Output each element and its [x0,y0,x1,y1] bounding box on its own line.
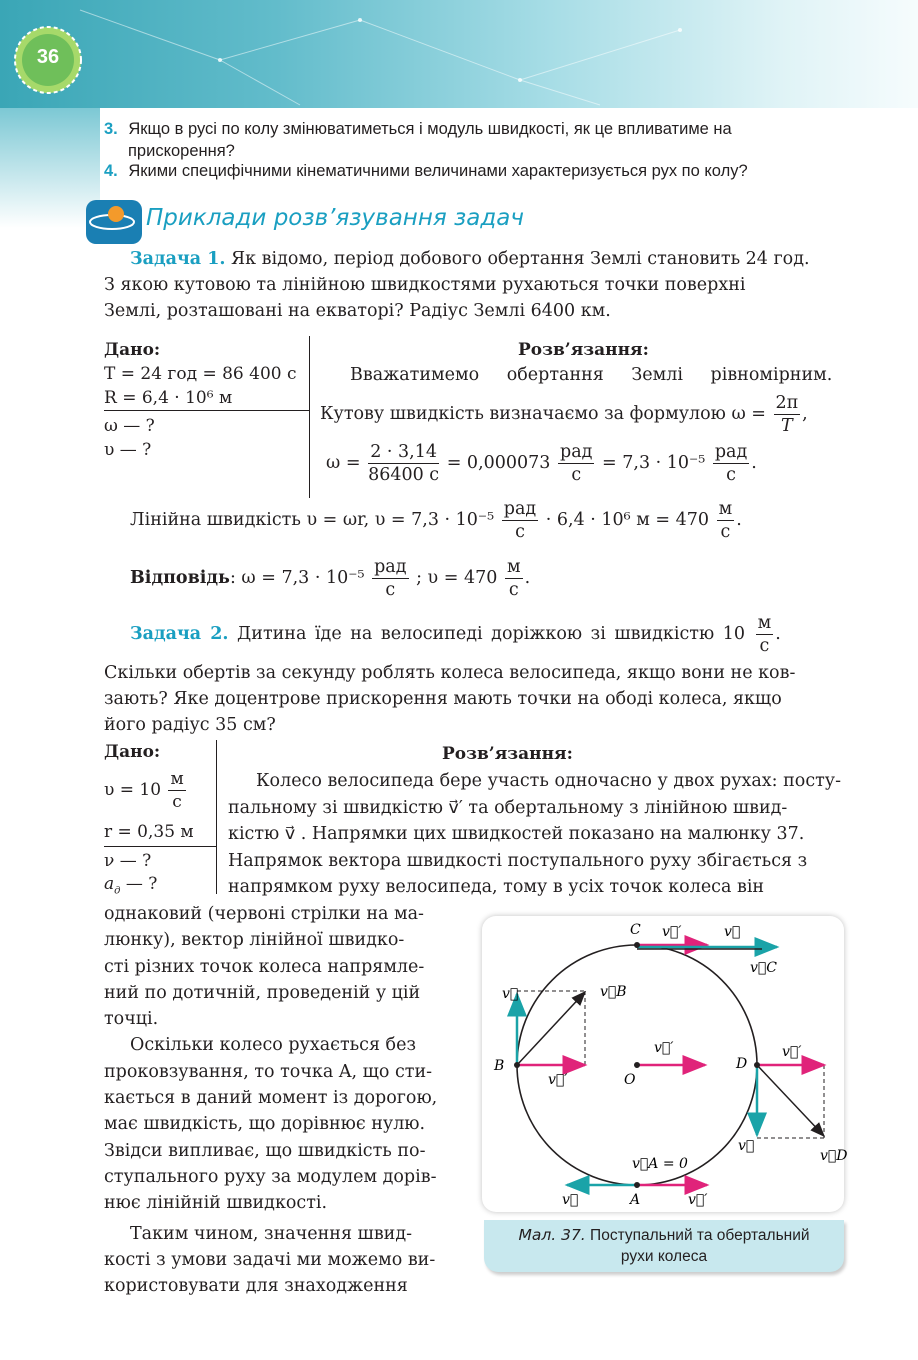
question-text-cont: прискорення? [128,142,235,160]
denominator: с [172,792,182,812]
question-4 [104,160,844,182]
label-A: A [630,1192,641,1208]
section-icon [86,200,142,244]
task1-statement [104,246,844,324]
task2-text: Скільки обертів за секунду роблять колеса велосипеда, якщо вони не ков- [104,663,796,683]
given-item: T = 24 год = 86 400 с [104,364,297,384]
task1-line: Як відомо, період добового обертання Землі становить 24 год. [225,249,810,269]
fraction [713,441,749,486]
denominator: с [726,465,736,485]
text-line: Оскільки колесо рухається без [130,1035,416,1056]
text-line: має швидкість, що дорівнює нулю. [104,1114,426,1135]
caption-text: рухи колеса [620,1248,708,1265]
text-line: Звідси випливає, що швидкість по- [104,1140,426,1161]
label-vC: v⃗C [750,960,778,976]
fraction [168,768,185,813]
numerator: 2 · 3,14 [368,441,439,464]
task2-text: зають? Яке доцентрове прискорення мають точки на ободі колеса, якщо [104,689,782,709]
given-text: υ = 10 [104,780,162,800]
text-line: кається в даний момент із дорогою, [104,1088,438,1109]
find-item: ω — ? [104,416,155,436]
numerator: м [718,499,733,519]
find-item: ν — ? [104,851,152,871]
fraction [756,612,774,657]
task2-text: Дитина їде на велосипеді доріжкою зі швидкістю 10 [228,624,746,644]
given-item: R = 6,4 · 10⁶ м [104,388,233,408]
figure-caption [484,1220,844,1272]
question-3 [104,118,844,162]
network-decoration [0,0,918,108]
numerator: рад [374,557,407,577]
solution-label: Розв’язання: [442,744,573,764]
solution-line: напрямком руху велосипеда, тому в усіх точок колеса він [228,877,765,897]
fraction [372,556,408,601]
given-divider [104,846,216,847]
question-number: 4. [104,162,118,180]
text-line: нює лінійній швидкості. [104,1193,328,1214]
text-line: однаковий (червоні стрілки на ма- [104,904,424,924]
caption-text: Поступальний та обертальний [585,1227,810,1244]
label-O: O [624,1072,636,1088]
label-B: B [494,1058,505,1074]
task1-line: Землі, розташовані на екваторі? Радіус Землі 6400 км. [104,301,611,321]
answer-line: Відповідь: ω = 7,3 · 10⁻⁵ $\frac{\text{рад}}{с}$ ; υ = 470 $\frac{м}{с}$ . [130,557,531,600]
label-C: C [630,922,641,938]
fraction [505,556,523,601]
task1-label: Задача 1. [130,249,226,269]
solution-line: Кутову швидкість визначаємо за формулою ω = $\frac{2\pi}{T}$ , [320,393,808,436]
fraction [368,441,439,486]
label-v-C: v⃗ [724,924,741,940]
label-v-A: v⃗ [562,1192,579,1208]
denominator: с [571,465,582,485]
answer-text: : ω = 7,3 · 10⁻⁵ [229,568,365,588]
fraction [717,498,735,543]
numerator: м [170,769,184,789]
linear-speed-line: Лінійна швидкість υ = ωr, υ = 7,3 · 10⁻⁵ $\frac{\text{рад}}{с}$ · 6,4 · 10⁶ м = 470 $\frac{м}{с}$ . [130,499,742,542]
task1-line: З якою кутовою та лінійною швидкостями рухаються точки поверхні [104,275,746,295]
find-item: υ — ? [104,440,152,460]
solution-text: ω = [326,453,361,473]
text-line: сті різних точок колеса напрямле- [104,956,425,977]
solution-line: Колесо велосипеда бере участь одночасно у двох рухах: посту- [256,771,842,791]
solution-text: Лінійна швидкість υ = ωr, υ = 7,3 · 10⁻⁵ [130,510,495,530]
answer-label: Відповідь [130,568,230,588]
text-line: люнку), вектор лінійної швидко- [104,930,405,951]
numerator: м [506,557,521,577]
text-line: проковзування, то точка A, що сти- [104,1061,433,1082]
solution-text: = 7,3 · 10⁻⁵ [602,453,706,473]
label-vD: v⃗D [820,1148,848,1164]
given-label: Дано: [104,340,161,360]
label-vp-D: v⃗′ [782,1044,802,1060]
orbit-icon [86,200,142,244]
solution-text: Кутову швидкість визначаємо за формулою ω = [320,404,766,424]
question-text: Якщо в русі по колу змінюватиметься і модуль швидкості, як це впливатиме на [128,120,732,138]
solution-line: кістю v⃗ . Напрямки цих швидкостей показано на малюнку 37. [228,824,805,844]
answer-text: ; υ = 470 [416,568,498,588]
section-title: Приклади розв’язування задач [146,205,524,231]
numerator: м [757,613,772,633]
question-number: 3. [104,120,118,138]
given-label: Дано: [104,742,161,762]
page-number-badge [10,22,86,98]
text-line: користовувати для знаходження [104,1276,408,1297]
solution-text: · 6,4 · 10⁶ м = 470 [545,510,710,530]
vD-arrow [757,1065,824,1136]
fraction [502,498,538,543]
given-item: r = 0,35 м [104,822,194,842]
find-item [104,874,157,896]
task1-given [104,338,309,462]
figure-37 [482,916,848,1212]
text-line: Таким чином, значення швид- [130,1223,413,1244]
denominator: с [385,580,396,600]
label-vp-A: v⃗′ [688,1192,708,1208]
find-text: a [104,874,115,894]
caption-label: Мал. 37. [518,1226,586,1244]
given-separator [216,740,217,894]
numerator: рад [503,499,537,519]
text-line: точці. [104,1009,159,1030]
label-D: D [736,1056,748,1072]
label-vB: v⃗B [600,984,627,1000]
wheel-diagram [482,916,848,1212]
solution-line: Вважатимемо обертання Землі рівномірним. [350,365,833,385]
numerator: 2π [775,393,799,413]
denominator: T [781,416,793,436]
solution-label: Розв’язання: [518,340,649,360]
given-divider [104,410,310,411]
fraction [774,392,801,437]
find-text: — ? [120,874,158,894]
text-line: кості з умови задачі ми можемо ви- [104,1249,436,1270]
task2-text: його радіус 35 см? [104,715,276,735]
header-fade [0,108,100,228]
numerator: рад [714,442,748,462]
fraction [558,441,594,486]
label-v-B: v⃗ [502,986,519,1002]
label-v-D: v⃗ [738,1138,755,1154]
label-vA: v⃗A = 0 [632,1156,688,1172]
given-item [104,768,188,813]
text-line: ступального руху за модулем дорів- [104,1166,437,1187]
header-band [0,0,918,108]
denominator: с [515,522,525,542]
label-vp-O: v⃗′ [654,1040,674,1056]
denominator: с [759,636,770,656]
denominator: 86400 с [368,465,440,485]
numerator: рад [560,442,593,462]
given-separator [309,336,310,498]
find-sub: д [114,885,121,897]
vB-arrow [517,992,585,1065]
task2-line: Задача 2. Дитина їде на велосипеді доріжкою зі швидкістю 10 $\frac{м}{с}$ . [130,613,781,656]
question-text: Якими специфічними кінематичними величинами характеризується рух по колу? [128,162,748,180]
task2-solution [228,768,844,901]
label-vp-B: v⃗′ [548,1072,568,1088]
solution-line: Напрямок вектора швидкості поступального руху збігається з [228,850,808,871]
page-number: 36 [36,46,60,68]
task2-statement [104,660,844,738]
solution-text: = 0,000073 [446,453,551,473]
task2-continuation [104,901,460,1299]
denominator: с [508,580,519,600]
denominator: с [720,522,731,542]
solution-line: ω = $\frac{2 \cdot 3,14}{86400 с}$ = 0,000073 $\frac{\text{рад}}{с}$ = 7,3 · 10⁻⁵ $\frac{\text{рад}}{с}$ . [326,442,757,485]
label-vp-C: v⃗′ [662,924,682,940]
text-line: ний по дотичній, проведеній у цій [104,982,421,1003]
solution-line: пальному зі швидкістю v⃗′ та обертальному з лінійною швид- [228,797,788,818]
task2-label: Задача 2. [130,624,229,644]
